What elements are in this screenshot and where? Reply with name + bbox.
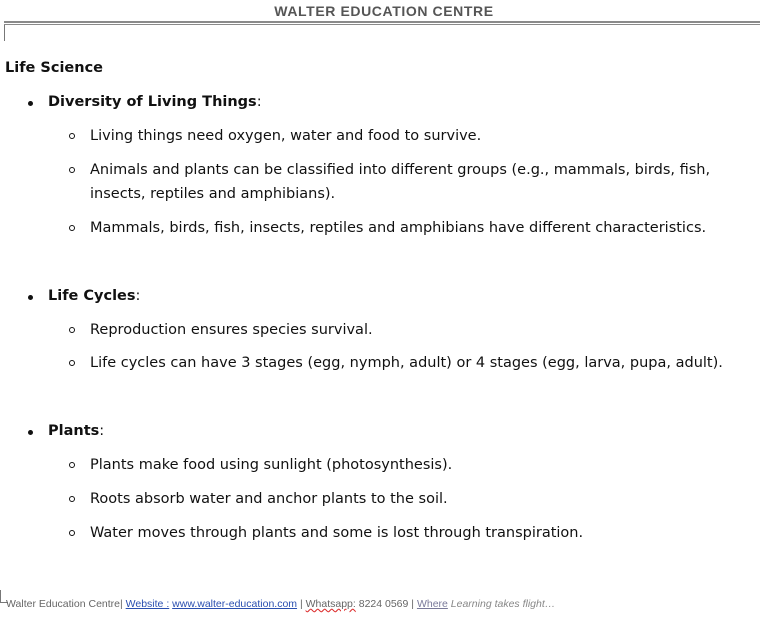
list-item-text: Animals and plants can be classified into different groups (e.g., mammals, birds, fish, insects, reptiles and amphibians). xyxy=(90,162,711,202)
bullet-dot-icon xyxy=(28,430,33,435)
bullet-dot-icon xyxy=(28,101,33,106)
footer-whatsapp-number: 8224 0569 xyxy=(355,598,409,610)
list-item-text: Plants make food using sunlight (photosynthesis). xyxy=(90,457,453,473)
topic-heading: Plants xyxy=(48,423,100,439)
sub-bullet-icon xyxy=(69,462,75,468)
list-item-text: Life cycles can have 3 stages (egg, nymph, adult) or 4 stages (egg, larva, pupa, adult). xyxy=(90,355,723,371)
list-item-text: Living things need oxygen, water and food to survive. xyxy=(90,128,482,144)
page-footer: Walter Education Centre| Website : www.walter-education.com | Whatsapp: 8224 0569 | Where Learning takes flight… xyxy=(6,598,556,610)
list-item-text: Reproduction ensures species survival. xyxy=(90,322,373,338)
topic-heading: Life Cycles xyxy=(48,288,136,304)
list-item-text: Water moves through plants and some is lost through transpiration. xyxy=(90,525,584,541)
footer-whatsapp-label: Whatsapp: xyxy=(305,598,356,610)
margin-mark xyxy=(4,25,5,41)
sub-bullet-icon xyxy=(69,167,75,173)
list-item-text: Mammals, birds, fish, insects, reptiles and amphibians have different characteristics. xyxy=(90,220,707,236)
bullet-dot-icon xyxy=(28,295,33,300)
section-title: Life Science xyxy=(5,60,103,76)
header-divider xyxy=(4,21,760,25)
header-title: WALTER EDUCATION CENTRE xyxy=(274,3,494,19)
sub-bullet-icon xyxy=(69,360,75,366)
sub-bullet-icon xyxy=(69,496,75,502)
footer-where: Where xyxy=(416,598,448,610)
sub-bullet-icon xyxy=(69,133,75,139)
footer-website-label[interactable]: Website : xyxy=(125,598,170,610)
sub-bullet-icon xyxy=(69,530,75,536)
footer-tagline: Learning takes flight… xyxy=(447,598,556,610)
list-item-text: Roots absorb water and anchor plants to the soil. xyxy=(90,491,448,507)
topic-heading: Diversity of Living Things xyxy=(48,94,257,110)
footer-org: Walter Education Centre xyxy=(6,598,120,610)
sub-bullet-icon xyxy=(69,225,75,231)
sub-bullet-icon xyxy=(69,327,75,333)
footer-website-link[interactable]: www.walter-education.com xyxy=(172,598,298,610)
